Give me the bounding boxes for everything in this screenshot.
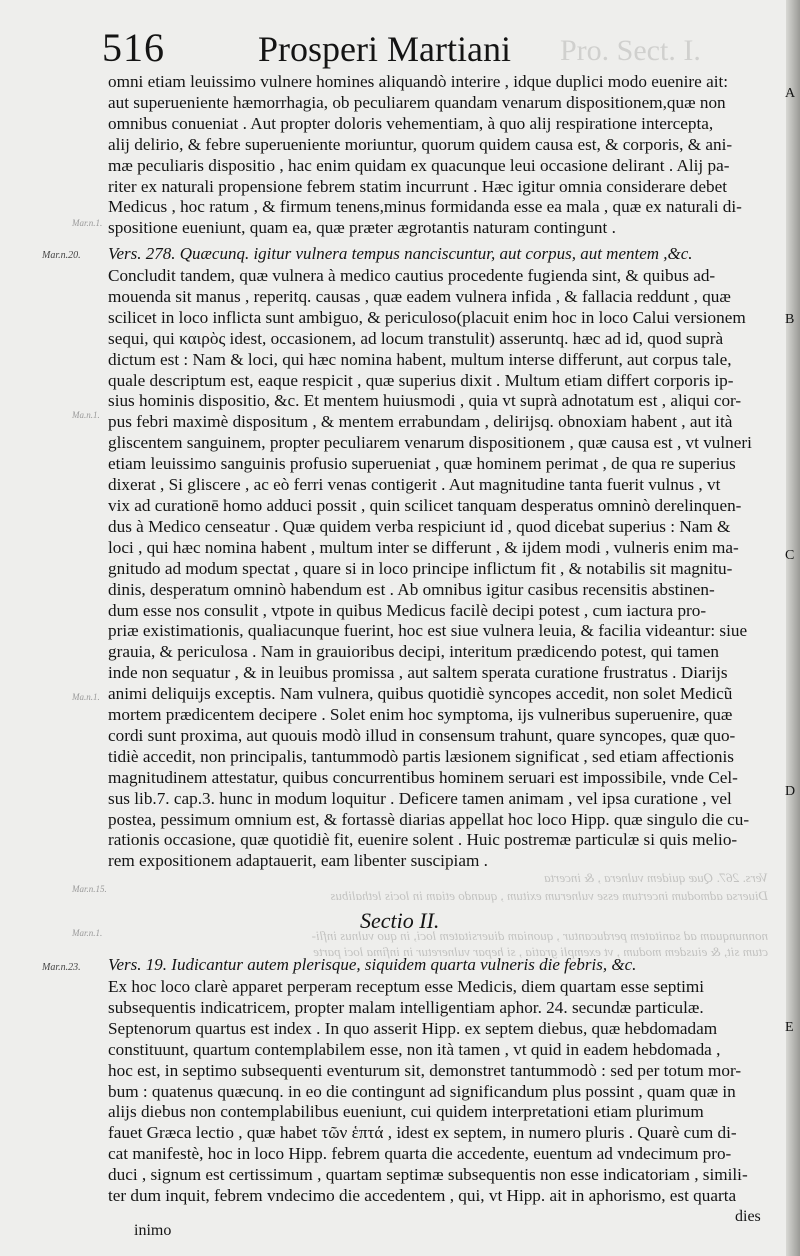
text-line: alij delirio, & febre superueniente moriuntur, quorum quidem causa est, & corporis, & ani-	[108, 134, 733, 154]
text-line: sius hominis dispositio, &c. Et mentem huiusmodi , quia vt suprà adnotatum est , aliqui cor-	[108, 391, 742, 411]
page-edge	[786, 0, 800, 1256]
page-number: 516	[102, 25, 165, 70]
text-line: constituunt, quartum contemplabilem esse, non ità tamen , vt quid in eadem hebdomada ,	[108, 1039, 721, 1059]
text-line: omni etiam leuissimo vulnere homines aliquandò interire , idque duplici modo euenire ait:	[108, 72, 729, 91]
paragraph-2	[108, 266, 768, 872]
text-line: Concludit tandem, quæ vulnera à medico cautius procedente fugienda sint, & quibus ad-	[108, 266, 716, 285]
marginal-note: Mar.n.23.	[42, 962, 81, 973]
running-title: Prosperi Martiani	[258, 29, 511, 69]
marginal-note-faint: Mar.n.15.	[72, 884, 107, 894]
text-line: quale descriptum est, eaque respicit , quæ superius dixit . Multum etiam differt corporis ip-	[108, 370, 734, 390]
margin-letter-c: C	[785, 548, 795, 563]
text-line: mortem prædicentem decipere . Solet enim hoc symptoma, ijs vulneribus superuenire, quæ	[108, 705, 733, 725]
margin-letter-d: D	[785, 784, 796, 799]
text-line: scilicet in loco inflicta sunt ambiguo, & periculoso(placuit enim hoc in loco Calui versionem	[108, 307, 746, 327]
text-line: subsequentis indicatricem, propter malam intelligentiam aphor. 24. secundæ particulæ.	[108, 997, 704, 1017]
bottom-word: inimo	[134, 1222, 172, 1239]
text-line: sequi, qui καιρὸς idest, occasionem, ad locum transtulit) asseruntq. hæc ad id, quod suprà	[108, 328, 724, 348]
text-line: dixerat , Si gliscere , ac eò ferri venas contigerit . Aut magnitudine tanta fuerit vulnus , vt	[108, 475, 721, 495]
text-line: dum esse nos consulit , vtpote in quibus Medicus facilè decipi potest , cum iactura pro-	[108, 600, 707, 620]
text-line: cat manifestè, hoc in loco Hipp. febrem quarta die accedente, euentum ad vndecimum pro-	[108, 1144, 732, 1164]
text-line: dinis, desperatum omninò habendum est . Ab omnibus igitur casibus recensitis abstinen-	[108, 579, 715, 599]
text-line: priæ existimationis, qualiacunque fuerint, hoc est siue vulnera leuia, & facilia videantur: siue	[108, 621, 748, 641]
text-line: cordi sunt proxima, aut quouis modò illud in consensum trahunt, quare syncopes, quæ quo-	[108, 725, 736, 745]
text-line: Medicus , hoc ratum , & firmum tenens,minus formidanda esse ea mala , quæ ex naturali di-	[108, 197, 742, 217]
text-line: ter dum inquit, febrem vndecimo die accedentem , qui, vt Hipp. ait in aphorismo, est quarta	[108, 1186, 737, 1206]
text-line: mæ peculiaris dispositio , hac enim quidam ex quacunque leui occasione delirant . Alij pa-	[108, 155, 730, 175]
text-line: vix ad curationē homo adduci possit , quin scilicet tanquam desperatus omninò derelinquen-	[108, 495, 742, 515]
text-line: alijs diebus non contemplabilibus eueniunt, cui quidem interpretationi etiam plurimum	[108, 1102, 704, 1122]
text-line: Ex hoc loco clarè apparet perperam receptum esse Medicis, diem quartam esse septimi	[108, 977, 705, 996]
text-line: aut superueniente hæmorrhagia, ob peculiarem quandam venarum dispositionem,quæ non	[108, 92, 726, 112]
text-line: pus febri maximè dispositum , & mentem errabundam , delirijsq. obnoxiam habent , aut ità	[108, 412, 733, 432]
text-line: mouenda sit manus , reperitq. causas , quæ eadem vulnera infida , & fallacia reddunt , quæ	[108, 286, 731, 306]
text-line: bum : quatenus quæcunq. in eo die contingunt ad significandum plus possint , quam quæ in	[108, 1081, 736, 1101]
text-line: spositione eueniunt, quam ea, quæ præter ægrotantis naturam contingunt .	[108, 218, 616, 238]
paragraph-3	[108, 977, 768, 1207]
marginal-note: Mar.n.20.	[42, 250, 81, 261]
marginal-note-faint: Mar.n.1.	[72, 218, 103, 228]
text-line: magnitudinem attestatur, quibus concurrentibus hominem seruari est impossibile, vnde Cel-	[108, 767, 738, 787]
section-title: Sectio II.	[360, 908, 440, 933]
text-line: rem expositionem adaptauerit, eam libenter suscipiam .	[108, 851, 488, 871]
text-line: duci , signum est certissimum , quartam septimæ subsequentis non esse indicatoriam , simili-	[108, 1165, 748, 1185]
text-line: dictum est : Nam & loci, qui hæc nomina habent, multum interse differunt, aut corpus tale,	[108, 349, 732, 369]
bleed-through-line: nonnunquam ad sanitatem perducantur , quoniam diuersitatem loci, in quo vulnus infli-	[311, 928, 768, 943]
text-line: Septenorum quartus est index . In quo asserit Hipp. ex septem diebus, quæ hebdomadam	[108, 1018, 718, 1038]
text-line: riter ex naturali propensione febrem statim incurrunt . Hæc igitur omnia considerare debet	[108, 176, 728, 196]
text-line: postea, pessimum omnium est, & fortassè diarias appellat hoc loco Hipp. quæ singulo die cu-	[108, 809, 750, 829]
catchword: dies	[735, 1208, 761, 1225]
text-line: animi deliquijs exceptis. Nam vulnera, quibus quotidiè syncopes accedit, non solet Medicũ	[108, 684, 733, 704]
margin-letter-e: E	[785, 1020, 794, 1035]
bleed-through-line: Diuersa admodum incertum esse vulnerum exitum , quando etiam in locis lethalibus	[330, 888, 768, 903]
bleed-through-text: Pro. Sect. I.	[560, 34, 701, 67]
marginal-note-faint: Ma.n.1.	[72, 692, 100, 702]
text-line: fauet Græca lectio , quæ habet τῶν ἑπτά , idest ex septem, in numero pluris . Quarè cum di-	[108, 1123, 737, 1143]
verse-heading-278: Vers. 278. Quæcunq. igitur vulnera tempus nanciscuntur, aut corpus, aut mentem ,&c.	[108, 244, 693, 263]
text-line: omnibus conueniat . Aut propter doloris vehementiam, à quo alij respiratione intercepta,	[108, 113, 714, 133]
text-line: rationis occasione, quæ quotidiè fit, euenire solent . Huic postremæ particulæ si quis melio-	[108, 830, 738, 850]
paragraph-1	[108, 72, 768, 239]
text-line: grauia, & periculosa . Nam in grauioribus decipi, interitum prædicendo potest, qui tamen	[108, 642, 719, 662]
bleed-through-line: ctum sit, & eiusdem modum , vt exempli gratia , si hepar vulneretur in infima loci parte	[313, 944, 768, 959]
text-line: gnitudo ad modum spectat , quare si in loco principe inflictum fit , & notabilis sit magnitu-	[108, 558, 733, 578]
text-line: etiam leuissimo sanguinis profusio superueniat , quæ hominem perimat , de qua re superius	[108, 454, 736, 474]
margin-letter-b: B	[785, 312, 795, 327]
margin-letter-a: A	[785, 86, 796, 101]
text-line: dus à Medico censeatur . Quæ quidem verba respiciunt id , quod dicebat superius : Nam &	[108, 516, 731, 536]
text-line: loci , qui hæc nomina habent , multum inter se differunt , & ijdem modi , vulneris enim ma-	[108, 537, 739, 557]
verse-heading-19: Vers. 19. Iudicantur autem plerisque, siquidem quarta vulneris die febris, &c.	[108, 955, 637, 974]
text-line: sus lib.7. cap.3. hunc in modum loquitur . Deficere tamen animam , vel ipsa curatione , vel	[108, 788, 732, 808]
text-line: hoc est, in septimo subsequenti eventurum sit, demonstret tantummodò : sed per totum mor-	[108, 1060, 742, 1080]
marginal-note-faint: Ma.n.1.	[72, 410, 100, 420]
text-line: inde non sequatur , & in leuibus promissa , aut saltem sperata curatione frustratus . Diarijs	[108, 663, 728, 683]
text-line: gliscentem sanguinem, propter peculiarem venarum dispositionem , quæ causa est , vt vulneri	[108, 433, 752, 453]
bleed-through-line: Vers. 267. Quæ quidem vulnera , & incerta	[544, 870, 768, 885]
page-header	[0, 20, 800, 70]
text-line: tidiè accedit, non principalis, tantummodò partis læsionem significat , sed etiam affectionis	[108, 746, 734, 766]
marginal-note-faint: Mar.n.1.	[72, 928, 103, 938]
